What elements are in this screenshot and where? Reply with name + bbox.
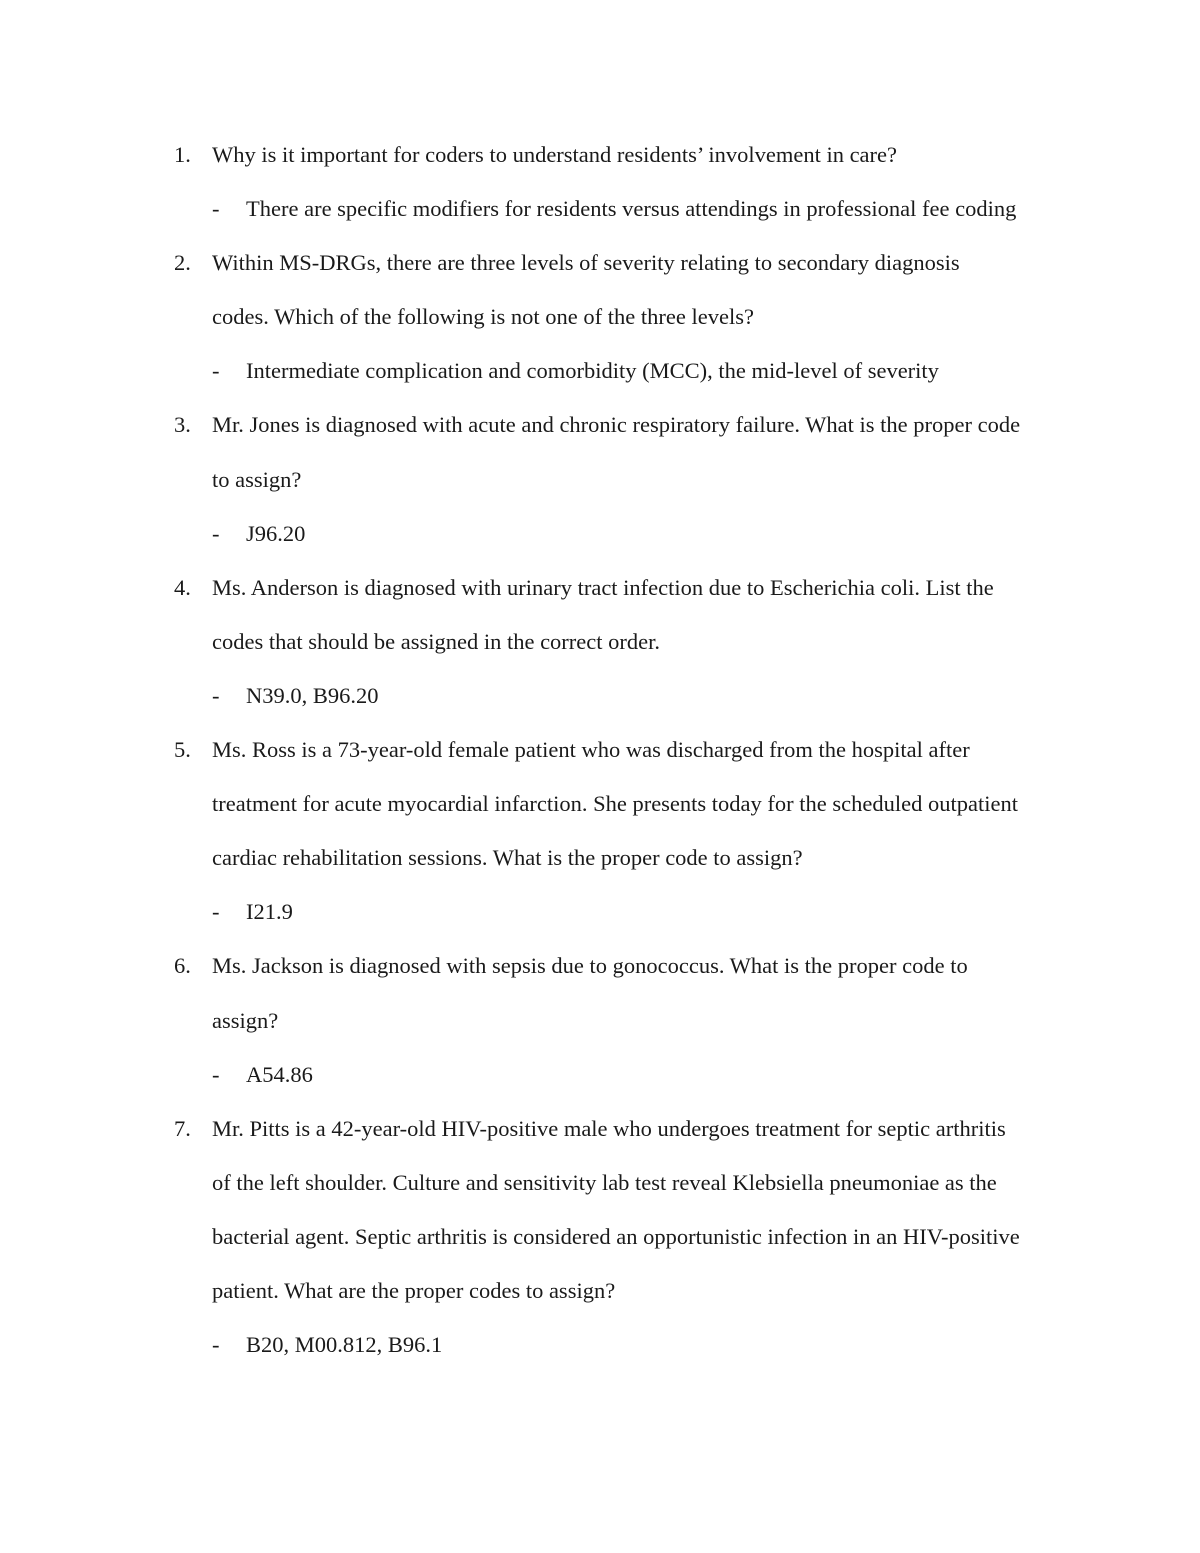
- answer-marker: -: [212, 682, 220, 708]
- question-number: 3.: [174, 412, 191, 438]
- answer-text: A54.86: [246, 1061, 313, 1087]
- question-line: [0, 1264, 1200, 1318]
- question-text: Within MS-DRGs, there are three levels of severity relating to secondary diagnosis: [212, 250, 960, 276]
- question-text: assign?: [212, 1007, 279, 1033]
- question-line: [0, 453, 1200, 507]
- question-line: [0, 1210, 1200, 1264]
- answer-marker: -: [212, 1332, 220, 1358]
- question-text: to assign?: [212, 466, 302, 492]
- question-number: 7.: [174, 1115, 191, 1141]
- answer-text: N39.0, B96.20: [246, 682, 379, 708]
- question-text: codes that should be assigned in the correct order.: [212, 628, 660, 654]
- question-answer-list: [0, 128, 1200, 1372]
- question-line: [0, 723, 1200, 777]
- question-number: 5.: [174, 737, 191, 763]
- question-line: [0, 398, 1200, 452]
- question-text: patient. What are the proper codes to assign?: [212, 1277, 616, 1303]
- question-number: 4.: [174, 574, 191, 600]
- answer-text: B20, M00.812, B96.1: [246, 1332, 443, 1358]
- answer-text: I21.9: [246, 899, 293, 925]
- answer-marker: -: [212, 899, 220, 925]
- answer-line: [0, 507, 1200, 561]
- answer-text: Intermediate complication and comorbidity (MCC), the mid-level of severity: [246, 358, 939, 384]
- question-text: codes. Which of the following is not one of the three levels?: [212, 304, 754, 330]
- answer-line: [0, 344, 1200, 398]
- answer-marker: -: [212, 196, 220, 222]
- question-line: [0, 236, 1200, 290]
- question-line: [0, 290, 1200, 344]
- question-text: of the left shoulder. Culture and sensitivity lab test reveal Klebsiella pneumoniae as the: [212, 1169, 997, 1195]
- question-text: treatment for acute myocardial infarction. She presents today for the scheduled outpatient: [212, 791, 1018, 817]
- question-line: [0, 1102, 1200, 1156]
- question-number: 1.: [174, 142, 191, 167]
- question-text: cardiac rehabilitation sessions. What is the proper code to assign?: [212, 845, 803, 871]
- question-text: Ms. Ross is a 73-year-old female patient who was discharged from the hospital after: [212, 737, 970, 763]
- question-text: bacterial agent. Septic arthritis is considered an opportunistic infection in an HIV-positive: [212, 1223, 1020, 1249]
- question-number: 2.: [174, 250, 191, 276]
- question-text: Mr. Pitts is a 42-year-old HIV-positive male who undergoes treatment for septic arthritis: [212, 1115, 1006, 1141]
- question-line: [0, 128, 1200, 182]
- answer-marker: -: [212, 520, 220, 546]
- question-line: [0, 831, 1200, 885]
- answer-text: J96.20: [246, 520, 306, 546]
- question-number: 6.: [174, 953, 191, 979]
- answer-line: [0, 669, 1200, 723]
- question-text: Ms. Anderson is diagnosed with urinary tract infection due to Escherichia coli. List the: [212, 574, 994, 600]
- question-text: Why is it important for coders to understand residents’ involvement in care?: [212, 142, 898, 167]
- answer-line: [0, 1318, 1200, 1372]
- answer-marker: -: [212, 1061, 220, 1087]
- question-line: [0, 561, 1200, 615]
- question-line: [0, 939, 1200, 993]
- question-line: [0, 1156, 1200, 1210]
- question-text: Mr. Jones is diagnosed with acute and chronic respiratory failure. What is the proper code: [212, 412, 1021, 438]
- answer-line: [0, 885, 1200, 939]
- answer-line: [0, 1048, 1200, 1102]
- answer-text: There are specific modifiers for residents versus attendings in professional fee coding: [246, 196, 1017, 222]
- question-line: [0, 615, 1200, 669]
- answer-marker: -: [212, 358, 220, 384]
- question-line: [0, 777, 1200, 831]
- question-text: Ms. Jackson is diagnosed with sepsis due to gonococcus. What is the proper code to: [212, 953, 968, 979]
- question-line: [0, 994, 1200, 1048]
- answer-line: [0, 182, 1200, 236]
